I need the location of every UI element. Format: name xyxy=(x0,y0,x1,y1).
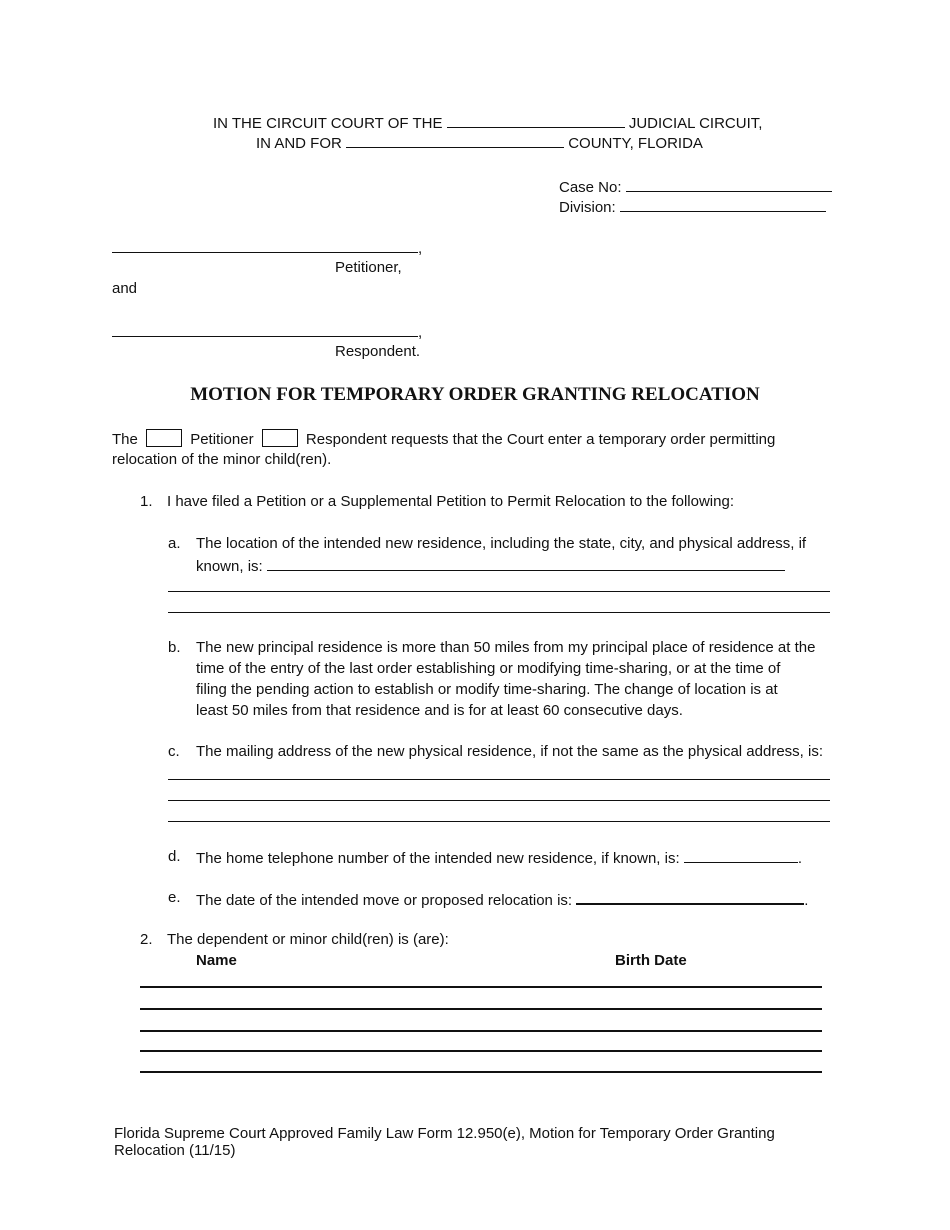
intro-line-2: relocation of the minor child(ren). xyxy=(112,451,332,468)
respondent-name-field[interactable] xyxy=(112,321,418,337)
case-no-field[interactable] xyxy=(626,176,832,192)
item1b-letter: b. xyxy=(168,639,181,656)
footer-line-1: Florida Supreme Court Approved Family Law Form 12.950(e), Motion for Temporary Order Granting xyxy=(114,1125,775,1142)
item1a-line2 xyxy=(196,555,785,577)
intro-the: The xyxy=(112,431,138,448)
court-suffix: JUDICIAL CIRCUIT, xyxy=(628,115,763,132)
mailing-address-line-1[interactable] xyxy=(168,779,830,780)
item1-text: I have filed a Petition or a Supplemental Petition to Permit Relocation to the following: xyxy=(167,493,734,510)
division-label: Division: xyxy=(559,199,616,216)
child-row-3[interactable] xyxy=(140,1030,822,1032)
item1a-known-label: known, is: xyxy=(196,558,263,575)
item2-number: 2. xyxy=(140,931,153,948)
new-residence-location-field[interactable] xyxy=(267,555,785,571)
judicial-circuit-field[interactable] xyxy=(447,112,625,128)
item1b-line1: The new principal residence is more than 50 miles from my principal place of residence at the xyxy=(196,639,816,656)
court-line xyxy=(213,112,762,134)
item1c-line1: The mailing address of the new physical residence, if not the same as the physical address, is: xyxy=(196,743,823,760)
case-no-line xyxy=(559,176,832,198)
move-date-field[interactable] xyxy=(576,888,804,905)
item1a-letter: a. xyxy=(168,535,181,552)
intro-line-1 xyxy=(112,429,775,450)
intro-respondent-request: Respondent requests that the Court enter a temporary order permitting xyxy=(305,431,776,448)
new-residence-location-line-2[interactable] xyxy=(168,591,830,592)
child-row-1[interactable] xyxy=(140,986,822,988)
item1b-line2: time of the entry of the last order establishing or modifying time-sharing, or at the time of xyxy=(196,660,781,677)
intro-petitioner: Petitioner xyxy=(190,431,254,448)
case-no-label: Case No: xyxy=(559,179,622,196)
name-column-header: Name xyxy=(196,952,237,969)
respondent-label: Respondent. xyxy=(335,343,421,360)
petitioner-checkbox[interactable] xyxy=(146,429,182,447)
item1e-line: The date of the intended move or proposed relocation is: . xyxy=(196,888,808,911)
item1c-letter: c. xyxy=(168,743,180,760)
item1b-line4: least 50 miles from that residence and is for at least 60 consecutive days. xyxy=(196,702,683,719)
court-prefix: IN THE CIRCUIT COURT OF THE xyxy=(213,115,443,132)
child-row-5[interactable] xyxy=(140,1071,822,1073)
division-line xyxy=(559,196,826,218)
respondent-name-line: , xyxy=(112,321,422,343)
item1d-text: The home telephone number of the intended new residence, if known, is: xyxy=(196,850,680,867)
item2-text: The dependent or minor child(ren) is (are): xyxy=(167,931,449,948)
county-field[interactable] xyxy=(346,132,564,148)
item1e-text: The date of the intended move or proposed relocation is: xyxy=(196,892,573,909)
footer-line-2: Relocation (11/15) xyxy=(114,1142,236,1159)
item1b-line3: filing the pending action to establish or modify time-sharing. The change of location is at xyxy=(196,681,778,698)
item1d-letter: d. xyxy=(168,848,181,865)
county-prefix: IN AND FOR xyxy=(256,135,342,152)
birth-date-column-header: Birth Date xyxy=(615,952,687,969)
county-suffix: COUNTY, FLORIDA xyxy=(568,135,703,152)
petitioner-name-line: , xyxy=(112,237,422,259)
division-field[interactable] xyxy=(620,196,826,212)
petitioner-name-field[interactable] xyxy=(112,237,418,253)
item1e-letter: e. xyxy=(168,889,181,906)
page-title: MOTION FOR TEMPORARY ORDER GRANTING RELOCATION xyxy=(190,384,760,405)
mailing-address-line-2[interactable] xyxy=(168,800,830,801)
county-line xyxy=(256,132,703,154)
respondent-checkbox[interactable] xyxy=(262,429,298,447)
mailing-address-line-3[interactable] xyxy=(168,821,830,822)
item1a-line1: The location of the intended new residence, including the state, city, and physical address, if xyxy=(196,535,807,552)
petitioner-label: Petitioner, xyxy=(335,259,402,276)
and-label: and xyxy=(112,280,138,297)
new-residence-location-line-3[interactable] xyxy=(168,612,830,613)
item1d-line: The home telephone number of the intended new residence, if known, is: . xyxy=(196,847,802,869)
item1-number: 1. xyxy=(140,493,153,510)
child-row-2[interactable] xyxy=(140,1008,822,1010)
child-row-4[interactable] xyxy=(140,1050,822,1052)
home-telephone-field[interactable] xyxy=(684,847,798,863)
